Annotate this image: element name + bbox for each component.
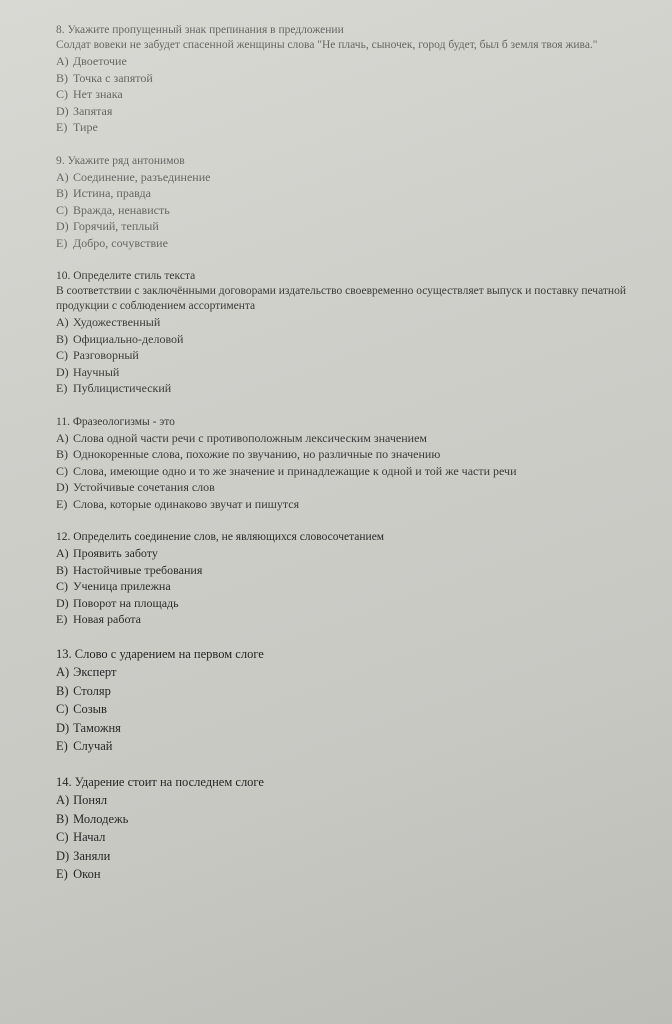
- option-text: Столяр: [73, 683, 111, 698]
- option-letter: B): [56, 683, 69, 698]
- question-title: 13. Слово с ударением на первом слоге: [56, 646, 264, 661]
- option-letter: D): [56, 720, 70, 735]
- answer-options: [56, 791, 672, 884]
- option-letter: A): [56, 430, 69, 445]
- answer-option[interactable]: [56, 578, 672, 595]
- option-text: Двоеточие: [73, 54, 127, 68]
- option-text: Созыв: [73, 702, 107, 716]
- option-letter: D): [56, 595, 69, 610]
- option-text: Запятая: [73, 103, 113, 118]
- option-text: Новая работа: [73, 612, 142, 626]
- option-text: Слова одной части речи с противоположным лексическим значением: [73, 430, 427, 445]
- option-text: Истина, правда: [73, 186, 151, 200]
- option-text: Эксперт: [73, 665, 117, 679]
- answer-option[interactable]: [56, 218, 672, 235]
- answer-option[interactable]: [56, 103, 672, 120]
- option-text: Слова, имеющие одно и то же значение и принадлежащие к одной и той же части речи: [73, 463, 517, 478]
- option-text: Однокоренные слова, похожие по звучанию, но различные по значению: [73, 447, 441, 461]
- answer-option[interactable]: [56, 611, 672, 628]
- answer-option[interactable]: [56, 719, 672, 738]
- answer-option[interactable]: [56, 314, 672, 331]
- option-letter: B): [56, 186, 68, 200]
- option-letter: A): [56, 793, 70, 807]
- question-12: [56, 529, 672, 628]
- answer-option[interactable]: [56, 235, 672, 252]
- answer-options: [56, 314, 672, 397]
- option-letter: D): [56, 480, 69, 494]
- option-text: Таможня: [73, 720, 121, 735]
- option-letter: B): [56, 562, 68, 577]
- option-text: Ученица прилежна: [73, 579, 171, 593]
- option-text: Вражда, ненависть: [73, 202, 170, 217]
- answer-option[interactable]: [56, 700, 672, 719]
- answer-option[interactable]: [56, 828, 672, 847]
- answer-option[interactable]: [56, 737, 672, 756]
- option-letter: B): [56, 331, 68, 346]
- answer-option[interactable]: [56, 545, 672, 562]
- option-text: Научный: [73, 364, 120, 379]
- option-text: Публицистический: [73, 381, 172, 395]
- option-text: Горячий, теплый: [73, 219, 159, 233]
- option-letter: D): [56, 103, 69, 118]
- question-9: [56, 153, 672, 252]
- option-letter: C): [56, 702, 69, 716]
- question-13: [56, 645, 672, 756]
- question-title: 10. Определите стиль текста: [56, 270, 196, 282]
- option-text: Окон: [73, 867, 101, 881]
- answer-option[interactable]: [56, 810, 672, 829]
- option-text: Понял: [73, 793, 108, 807]
- option-text: Официально-деловой: [73, 331, 184, 346]
- answer-option[interactable]: [56, 463, 672, 480]
- option-letter: A): [56, 169, 69, 184]
- option-letter: E): [56, 235, 68, 250]
- option-text: Добро, сочувствие: [73, 235, 168, 250]
- test-page: [56, 22, 672, 901]
- option-letter: A): [56, 665, 70, 679]
- answer-option[interactable]: [56, 331, 672, 348]
- answer-option[interactable]: [56, 430, 672, 447]
- option-text: Тире: [73, 120, 98, 134]
- option-text: Молодежь: [73, 811, 129, 826]
- question-10: [56, 268, 672, 397]
- question-title: 12. Определить соединение слов, не являющихся словосочетанием: [56, 531, 385, 543]
- answer-option[interactable]: [56, 791, 672, 810]
- option-letter: D): [56, 364, 69, 379]
- answer-options: [56, 169, 672, 252]
- answer-option[interactable]: [56, 562, 672, 579]
- answer-option[interactable]: [56, 865, 672, 884]
- answer-option[interactable]: [56, 364, 672, 381]
- answer-option[interactable]: [56, 86, 672, 103]
- answer-options: [56, 430, 672, 513]
- answer-option[interactable]: [56, 169, 672, 186]
- option-text: Нет знака: [73, 87, 123, 101]
- option-letter: A): [56, 54, 69, 68]
- option-text: Художественный: [73, 315, 161, 329]
- option-text: Проявить заботу: [73, 546, 158, 560]
- option-letter: A): [56, 546, 69, 560]
- answer-option[interactable]: [56, 347, 672, 364]
- option-text: Поворот на площадь: [73, 595, 179, 610]
- question-text: Солдат вовеки не забудет спасенной женщины слова "Не плачь, сыночек, город будет, был б земля твоя жива.": [56, 39, 598, 51]
- option-text: Заняли: [73, 848, 111, 863]
- answer-option[interactable]: [56, 446, 672, 463]
- answer-option[interactable]: [56, 380, 672, 397]
- answer-options: [56, 663, 672, 756]
- question-title: 8. Укажите пропущенный знак препинания в предложении: [56, 24, 344, 36]
- option-text: Соединение, разъединение: [73, 169, 211, 184]
- answer-option[interactable]: [56, 847, 672, 866]
- question-14: [56, 773, 672, 884]
- option-text: Разговорный: [73, 348, 139, 362]
- answer-option[interactable]: [56, 479, 672, 496]
- answer-option[interactable]: [56, 202, 672, 219]
- question-text: В соответствии с заключёнными договорами издательство своевременно осуществляет выпуск и поставку печатной продукции с соблюдением ассортимента: [56, 285, 626, 312]
- option-letter: C): [56, 579, 68, 593]
- option-letter: E): [56, 381, 68, 395]
- answer-option[interactable]: [56, 119, 672, 136]
- answer-option[interactable]: [56, 70, 672, 87]
- option-letter: C): [56, 830, 69, 844]
- question-8: [56, 22, 672, 136]
- option-letter: E): [56, 496, 68, 511]
- answer-option[interactable]: [56, 185, 672, 202]
- answer-option[interactable]: [56, 595, 672, 612]
- option-letter: A): [56, 315, 69, 329]
- option-letter: D): [56, 219, 69, 233]
- option-letter: C): [56, 348, 68, 362]
- question-title: 14. Ударение стоит на последнем слоге: [56, 774, 264, 789]
- option-letter: D): [56, 848, 70, 863]
- option-letter: E): [56, 120, 68, 134]
- option-text: Устойчивые сочетания слов: [73, 480, 215, 494]
- option-text: Точка с запятой: [73, 70, 153, 85]
- option-letter: B): [56, 70, 68, 85]
- option-text: Настойчивые требования: [73, 562, 203, 577]
- answer-option[interactable]: [56, 496, 672, 513]
- option-letter: C): [56, 463, 68, 478]
- option-text: Слова, которые одинаково звучат и пишутся: [73, 496, 300, 511]
- option-letter: C): [56, 87, 68, 101]
- option-text: Случай: [73, 739, 113, 753]
- question-title: 11. Фразеологизмы - это: [56, 415, 175, 428]
- option-text: Начал: [73, 830, 106, 844]
- question-title: 9. Укажите ряд антонимов: [56, 154, 185, 167]
- option-letter: B): [56, 447, 68, 461]
- answer-option[interactable]: [56, 53, 672, 70]
- option-letter: E): [56, 867, 68, 881]
- answer-options: [56, 53, 672, 136]
- answer-option[interactable]: [56, 663, 672, 682]
- question-11: [56, 414, 672, 513]
- answer-option[interactable]: [56, 682, 672, 701]
- answer-options: [56, 545, 672, 628]
- option-letter: B): [56, 811, 69, 826]
- option-letter: E): [56, 612, 68, 626]
- option-letter: C): [56, 202, 68, 217]
- option-letter: E): [56, 739, 68, 753]
